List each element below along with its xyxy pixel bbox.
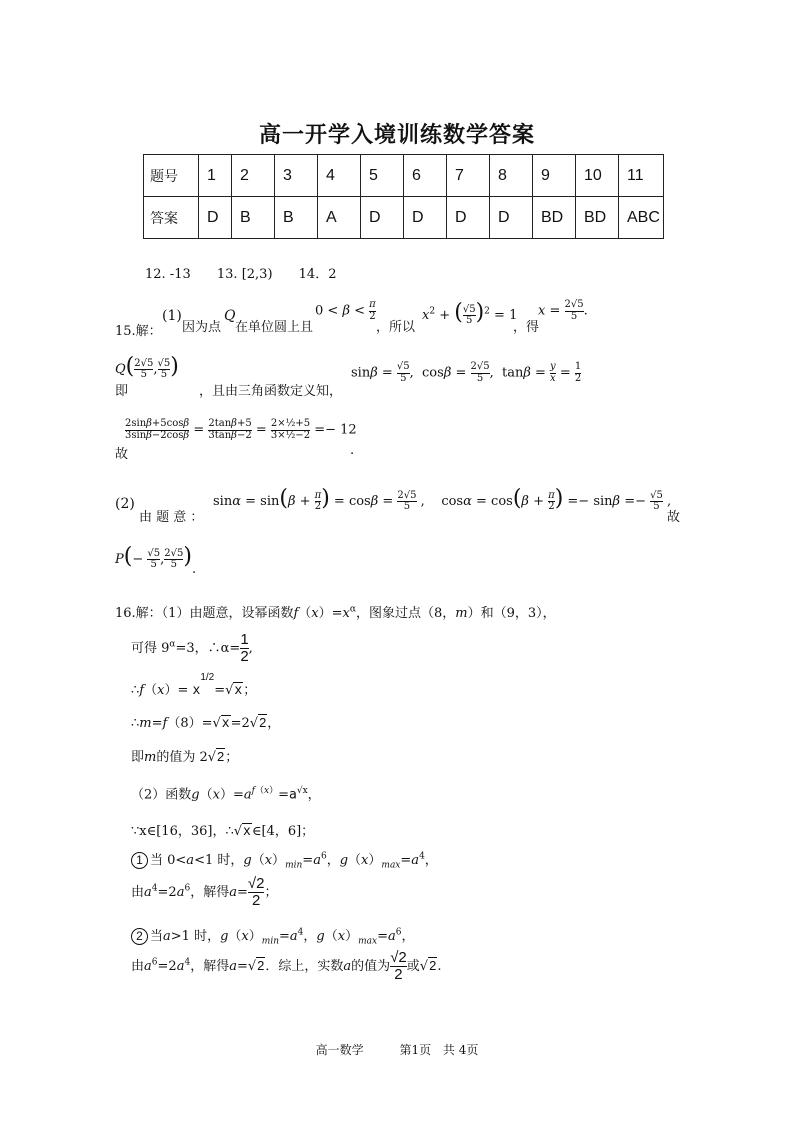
q15-part-1: (1) [162,308,182,324]
q16-line-6: （2）函数$g(x)=a^{f(x)}=a^{√x}$， [131,786,321,803]
table-cell: 10 [576,155,619,197]
q16-text-11: 由 [131,958,145,974]
table-cell: 11 [619,155,664,197]
fill-answers [145,263,336,282]
q15-equation: $x^2$ + ( $\frac{√5}{5}$ )$^2$ = 1 [422,300,518,326]
footer-subject: 高一数学 [315,1043,364,1057]
q16-line-11: 由$a^6=2a^4$，解得a=√2．综上，实数a的值为 $\frac{√2}{2}$ 或√2. [131,949,442,983]
q16-line-10: 2 当a>1 时，$g(x)_{min}=a^4$，$g(x)_{max}=a^6$， [131,925,415,947]
table-cell: 3 [275,155,318,197]
q16-text-8: 当 0< [150,853,187,868]
q16-text-7b: ∈[4，6]； [251,824,315,839]
q15-line3-prefix: 故 [115,447,129,462]
q16-text-10b: >1 时， [170,929,221,944]
table-cell: 7 [447,155,490,197]
q15-part-2: (2) [115,496,135,512]
q16-text-4: ∴ [131,716,140,731]
q16-text-2b: =3，∴α= [175,640,241,656]
table-cell: 5 [361,155,404,197]
table-cell: BD [533,197,576,239]
q15-point-p: P(− $\frac{√5}{5}$ , $\frac{2√5}{5}$ ). [115,544,197,577]
answer-14: 14．2 [298,267,337,282]
footer-total: 共 4页 [442,1043,479,1057]
q15-line2-text: ，且由三角函数定义知， [199,384,343,399]
table-cell: BD [576,197,619,239]
q16-text-10: 当 [150,929,164,944]
q16-text-5b: 的值为 2 [156,750,208,765]
table-cell: 2 [232,155,275,197]
q16-line-2: 可得 $9^\alpha=3$，∴α= $\frac{1}{2}$ , [131,631,253,665]
circled-number-2: 2 [131,928,148,945]
q16-text-6: （2）函数 [131,787,192,803]
table-header-label: 题号 [144,155,199,197]
q16-text-11d: 的值为 [351,958,391,974]
q15-part2-text: 由 题 意 ： [139,510,204,525]
table-cell: 4 [318,155,361,197]
q15-period: . [350,443,355,458]
table-cell: A [318,197,361,239]
q15-label: 15.解： [115,324,162,339]
q15-text-1: 因为点 [182,320,222,335]
q16-text-2: 可得 9 [131,640,170,656]
page-title: 高一开学入境训练数学答案 [258,122,535,148]
q15-text-4: ，得 [513,320,540,335]
q16-text-11b: ，解得 [190,958,230,974]
q15-part2-end: 故 [667,510,681,525]
answer-table [143,154,664,239]
q16-text-7: ∵x∈[16，36]，∴ [131,824,234,839]
q15-line2-prefix: 即 [115,384,129,399]
table-cell: 1 [199,155,232,197]
q16-text-5: 即 [131,750,145,765]
q16-text-1b: ，图象过点（8， [355,606,456,621]
q16-line-9: 由$a^4=2a^6$，解得a= $\frac{√2}{2}$ ； [131,875,278,909]
q15-text-2: 在单位圆上且 [235,320,314,335]
q16-line-5: 即m的值为 2√2； [131,749,239,765]
q15-point: Q [224,308,236,324]
table-cell: D [361,197,404,239]
q15-part2-equations: sinα = sin(β + $\frac{\pi}{2}$ ) = cosβ = $\frac{2√5}{5}$ , cosα = cos(β + $\frac{\pi}{2}$ ) =− sinβ =− $\frac{√5}{5}$ , [213,486,672,512]
table-cell: B [232,197,275,239]
page-footer [0,1041,794,1058]
q16-text-8b: <1 时， [194,853,244,868]
answer-13: 13. [2,3) [216,267,273,282]
table-cell: 9 [533,155,576,197]
answer-12: 12. -13 [145,267,191,282]
table-row-numbers [144,155,664,197]
q16-text-9b: ，解得 [190,884,230,900]
q16-text-11c: ．综上，实数 [265,958,344,974]
q16-text-9: 由 [131,884,145,900]
q16-line-4: ∴m=f（8）=√x=2√2， [131,715,281,731]
circled-number-1: 1 [131,852,148,869]
table-cell: 8 [490,155,533,197]
q15-trig-values: sinβ = $\frac{√5}{5}$ , cosβ = $\frac{2√5}{5}$ , tanβ = $\frac{y}{x}$ = $\frac{1}{2}$ [351,361,582,384]
table-row-answers [144,197,664,239]
q16-text-1: 16.解：（1）由题意，设幂函数 [115,606,294,621]
table-answer-label: 答案 [144,197,199,239]
footer-page: 第1页 [399,1043,432,1057]
table-cell: 6 [404,155,447,197]
q16-line-8: 1 当 0<a<1 时，$g(x)_{min}=a^6$，$g(x)_{max}=a^4$， [131,849,438,871]
q15-text-3: ，所以 [376,320,416,335]
q16-line-7: ∵x∈[16，36]，∴√x∈[4，6]； [131,824,315,839]
q16-text-11e: 或 [406,958,420,974]
table-cell: D [490,197,533,239]
q16-text-3: ∴ [131,683,140,698]
q16-line-1: 16.解：（1）由题意，设幂函数$f(x)=x^\alpha$，图象过点（8，m）和（9，3）， [115,604,556,621]
q15-ratio-expression: $\frac{2\sin\beta+5\cos\beta}{3\sin\beta-2\cos\beta}$ = $\frac{2\tan\beta+5}{3\tan\beta-2}$ = $\frac{\text{2×½+5}}{\text{3×½−2}}$ =− 12 [125,418,357,441]
table-cell: ABC [619,197,664,239]
table-cell: D [199,197,232,239]
table-cell: D [404,197,447,239]
q16-text-1c: ）和（9，3）， [467,606,556,621]
q15-condition: 0 < β < $\frac{\pi}{2}$ [315,299,376,322]
q16-line-3: ∴f（x）= $x^{1/2}=√x$； [131,672,257,698]
table-cell: B [275,197,318,239]
table-cell: D [447,197,490,239]
q15-x-value: x = $\frac{2√5}{5}$ . [538,299,588,322]
q15-point-coords: Q( $\frac{2√5}{5}$ , $\frac{√5}{5}$ ) [115,354,179,380]
